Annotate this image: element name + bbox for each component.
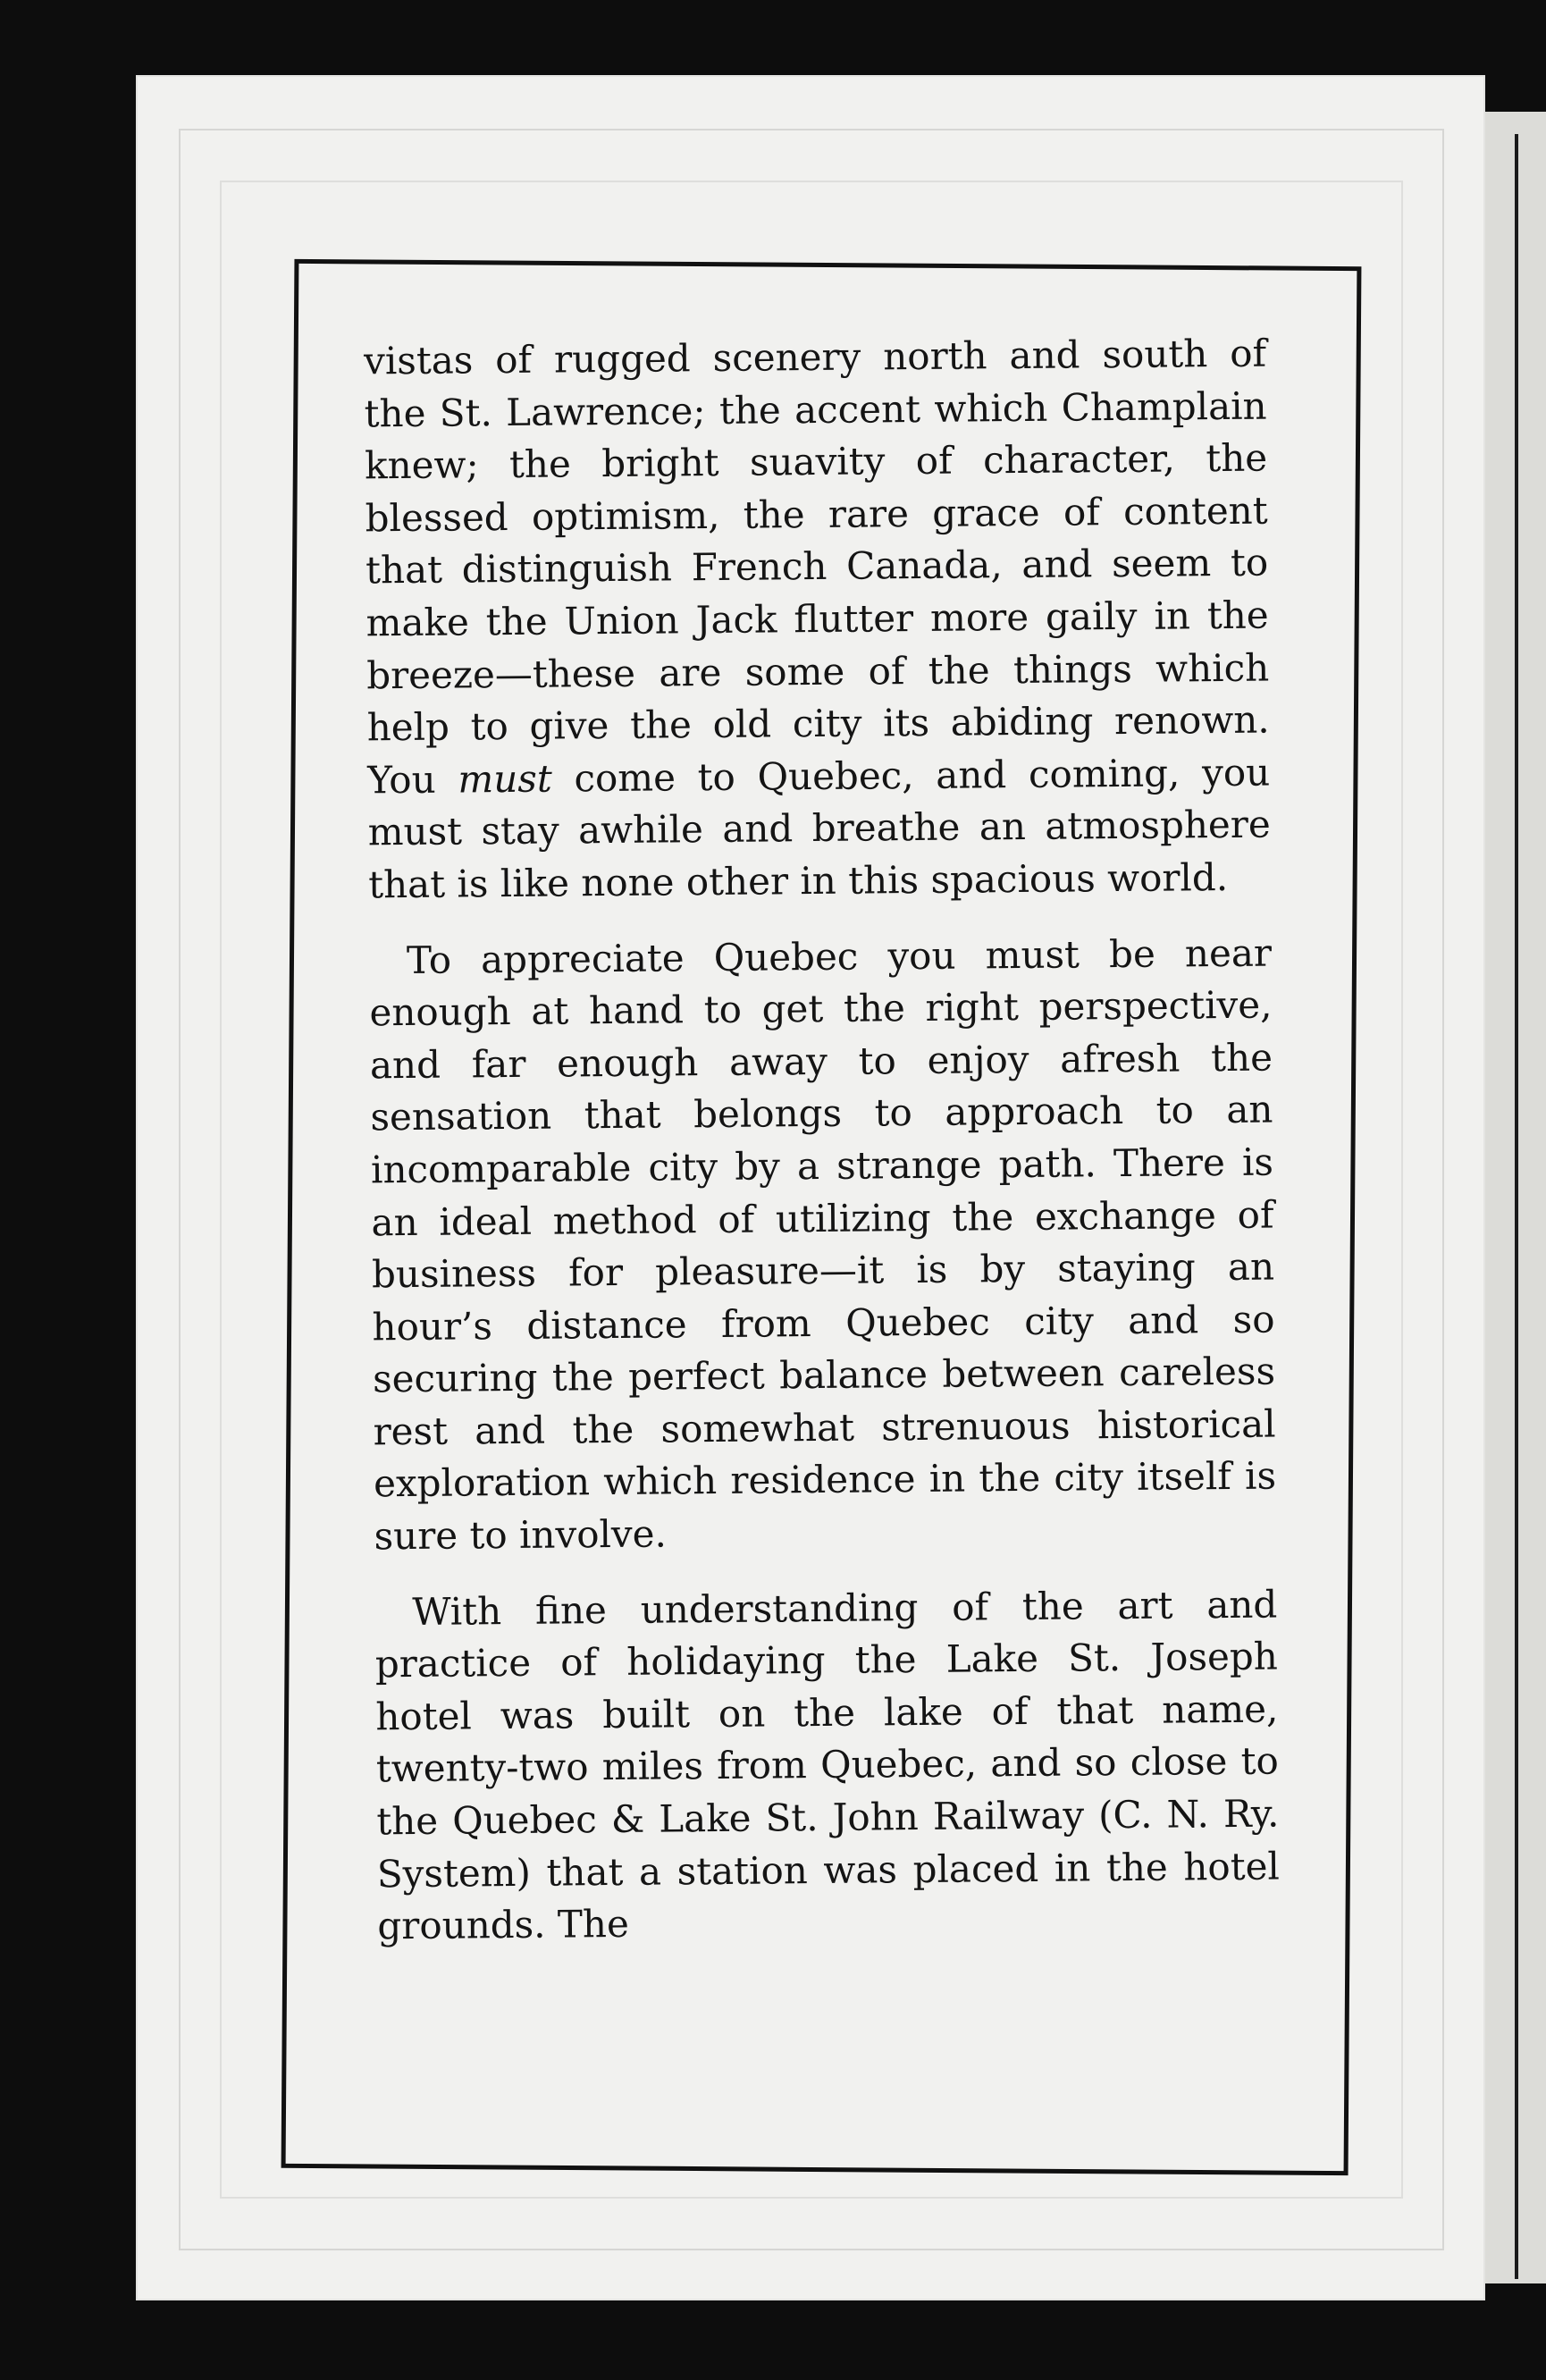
paragraph-1 [364, 328, 1272, 912]
paragraph-1-text-start: vistas of rugged scenery north and south of the St. Lawrence; the accent which Champlain knew; the bright suavity of character, the blessed optimism, the rare grace of content that distinguish French Canada, and seem to make the Union Jack flutter more gaily in the breeze—these are some of the things which help to give the old city its abiding renown. You [363, 331, 1270, 803]
paragraph-2: To appreciate Quebec you must be near enough at hand to get the right perspective, and far enough away to enjoy afresh the sensation that belongs to approach to an incomparable city by a strange path. There is an ideal method of utilizing the exchange of business for pleasure—it is by staying an hour’s distance from Quebec city and so securing the perfect balance between careless rest and the somewhat strenuous historical exploration which residence in the city itself is sure to involve. [369, 930, 1277, 1559]
document-page [136, 75, 1485, 2300]
facing-page-fold [1515, 134, 1518, 2279]
body-text [364, 328, 1281, 1954]
paragraph-1-emphasis: must [458, 756, 552, 802]
text-frame [281, 259, 1362, 2175]
paragraph-3: With fine understanding of the art and practice of holidaying the Lake St. Joseph hotel was built on the lake of that name, twenty-two miles from Quebec, and so close to the Quebec & Lake St. John Railway (C. N. Ry. System) that a station was placed in the hotel grounds. The [374, 1582, 1281, 1948]
paragraph-1-text-end: come to Quebec, and coming, you must stay awhile and breathe an atmosphere that is like none other in this spacious world. [367, 750, 1271, 907]
